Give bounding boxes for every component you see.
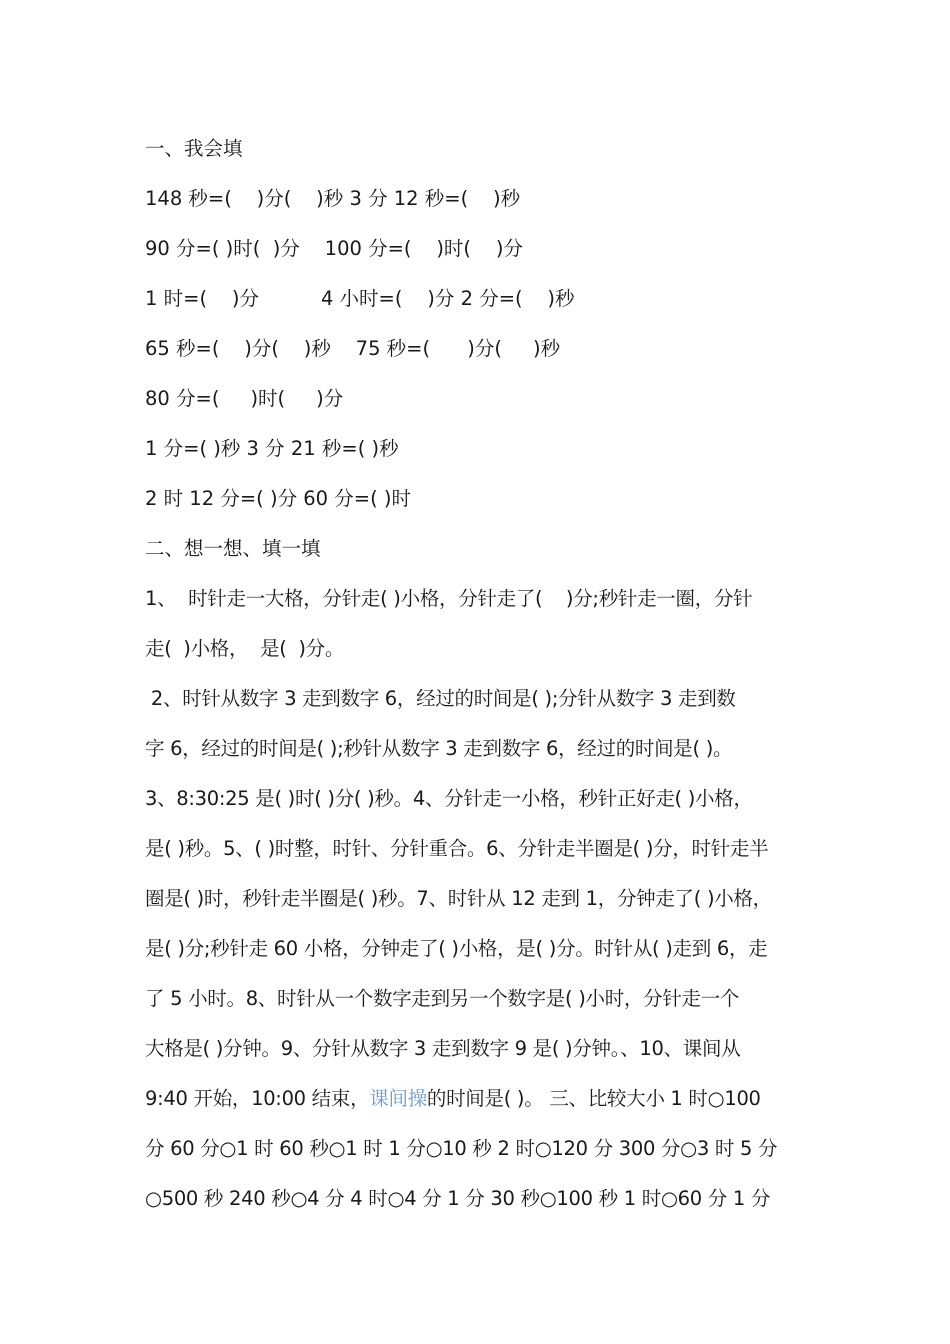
section2-line-4: 字 6，经过的时间是( );秒针从数字 3 走到数字 6，经过的时间是( )。 [145, 737, 733, 760]
section2-line-8: 是( )分;秒针走 60 小格，分钟走了( )小格，是( )分。时针从( )走到 6，走 [145, 937, 768, 960]
line-text-after-link: 的时间是( )。 三、比较大小 1 时○100 [426, 1087, 761, 1110]
section2-line-10: 大格是( )分钟。9、分针从数字 3 走到数字 9 是( )分钟。、10、课间从 [145, 1037, 741, 1060]
section2-line-1: 1、 时针走一大格，分针走( )小格，分针走了( )分;秒针走一圈，分针 [145, 587, 753, 610]
section2-title: 二、想一想、填一填 [145, 537, 321, 560]
section2-line-2: 走( )小格， 是( )分。 [145, 637, 345, 660]
section1-line-1: 148 秒=( )分( )秒 3 分 12 秒=( )秒 [145, 187, 521, 210]
section1-line-4: 65 秒=( )分( )秒 75 秒=( )分( )秒 [145, 337, 561, 360]
section1-line-7: 2 时 12 分=( )分 60 分=( )时 [145, 487, 412, 510]
section1-title: 一、我会填 [145, 137, 243, 160]
section2-line-9: 了 5 小时。8、时针从一个数字走到另一个数字是( )小时，分针走一个 [145, 987, 740, 1010]
document-body [145, 124, 825, 1224]
section1-line-6: 1 分=( )秒 3 分 21 秒=( )秒 [145, 437, 399, 460]
section3-line-2: ○500 秒 240 秒○4 分 4 时○4 分 1 分 30 秒○100 秒 1 时○60 分 1 分 [145, 1187, 771, 1210]
section2-line-7: 圈是( )时，秒针走半圈是( )秒。7、时针从 12 走到 1，分钟走了( )小格， [145, 887, 772, 910]
section3-line-1: 分 60 分○1 时 60 秒○1 时 1 分○10 秒 2 时○120 分 300 分○3 时 5 分 [145, 1137, 778, 1160]
section1-line-5: 80 分=( )时( )分 [145, 387, 344, 410]
line-text-before-link: 9:40 开始，10:00 结束， [145, 1087, 370, 1110]
recess-exercise-link[interactable]: 课间操 [369, 1087, 427, 1110]
section1-line-2: 90 分=( )时( )分 100 分=( )时( )分 [145, 237, 523, 260]
section2-line-6: 是( )秒。5、( )时整，时针、分针重合。6、分针走半圈是( )分，时针走半 [145, 837, 769, 860]
section2-line-5: 3、8:30:25 是( )时( )分( )秒。4、分针走一小格，秒针正好走( )小格， [145, 787, 753, 810]
section2-line-11 [145, 1074, 825, 1124]
section2-line-3: 2、时针从数字 3 走到数字 6，经过的时间是( );分针从数字 3 走到数 [145, 687, 736, 710]
section1-line-3: 1 时=( )分 4 小时=( )分 2 分=( )秒 [145, 287, 575, 310]
